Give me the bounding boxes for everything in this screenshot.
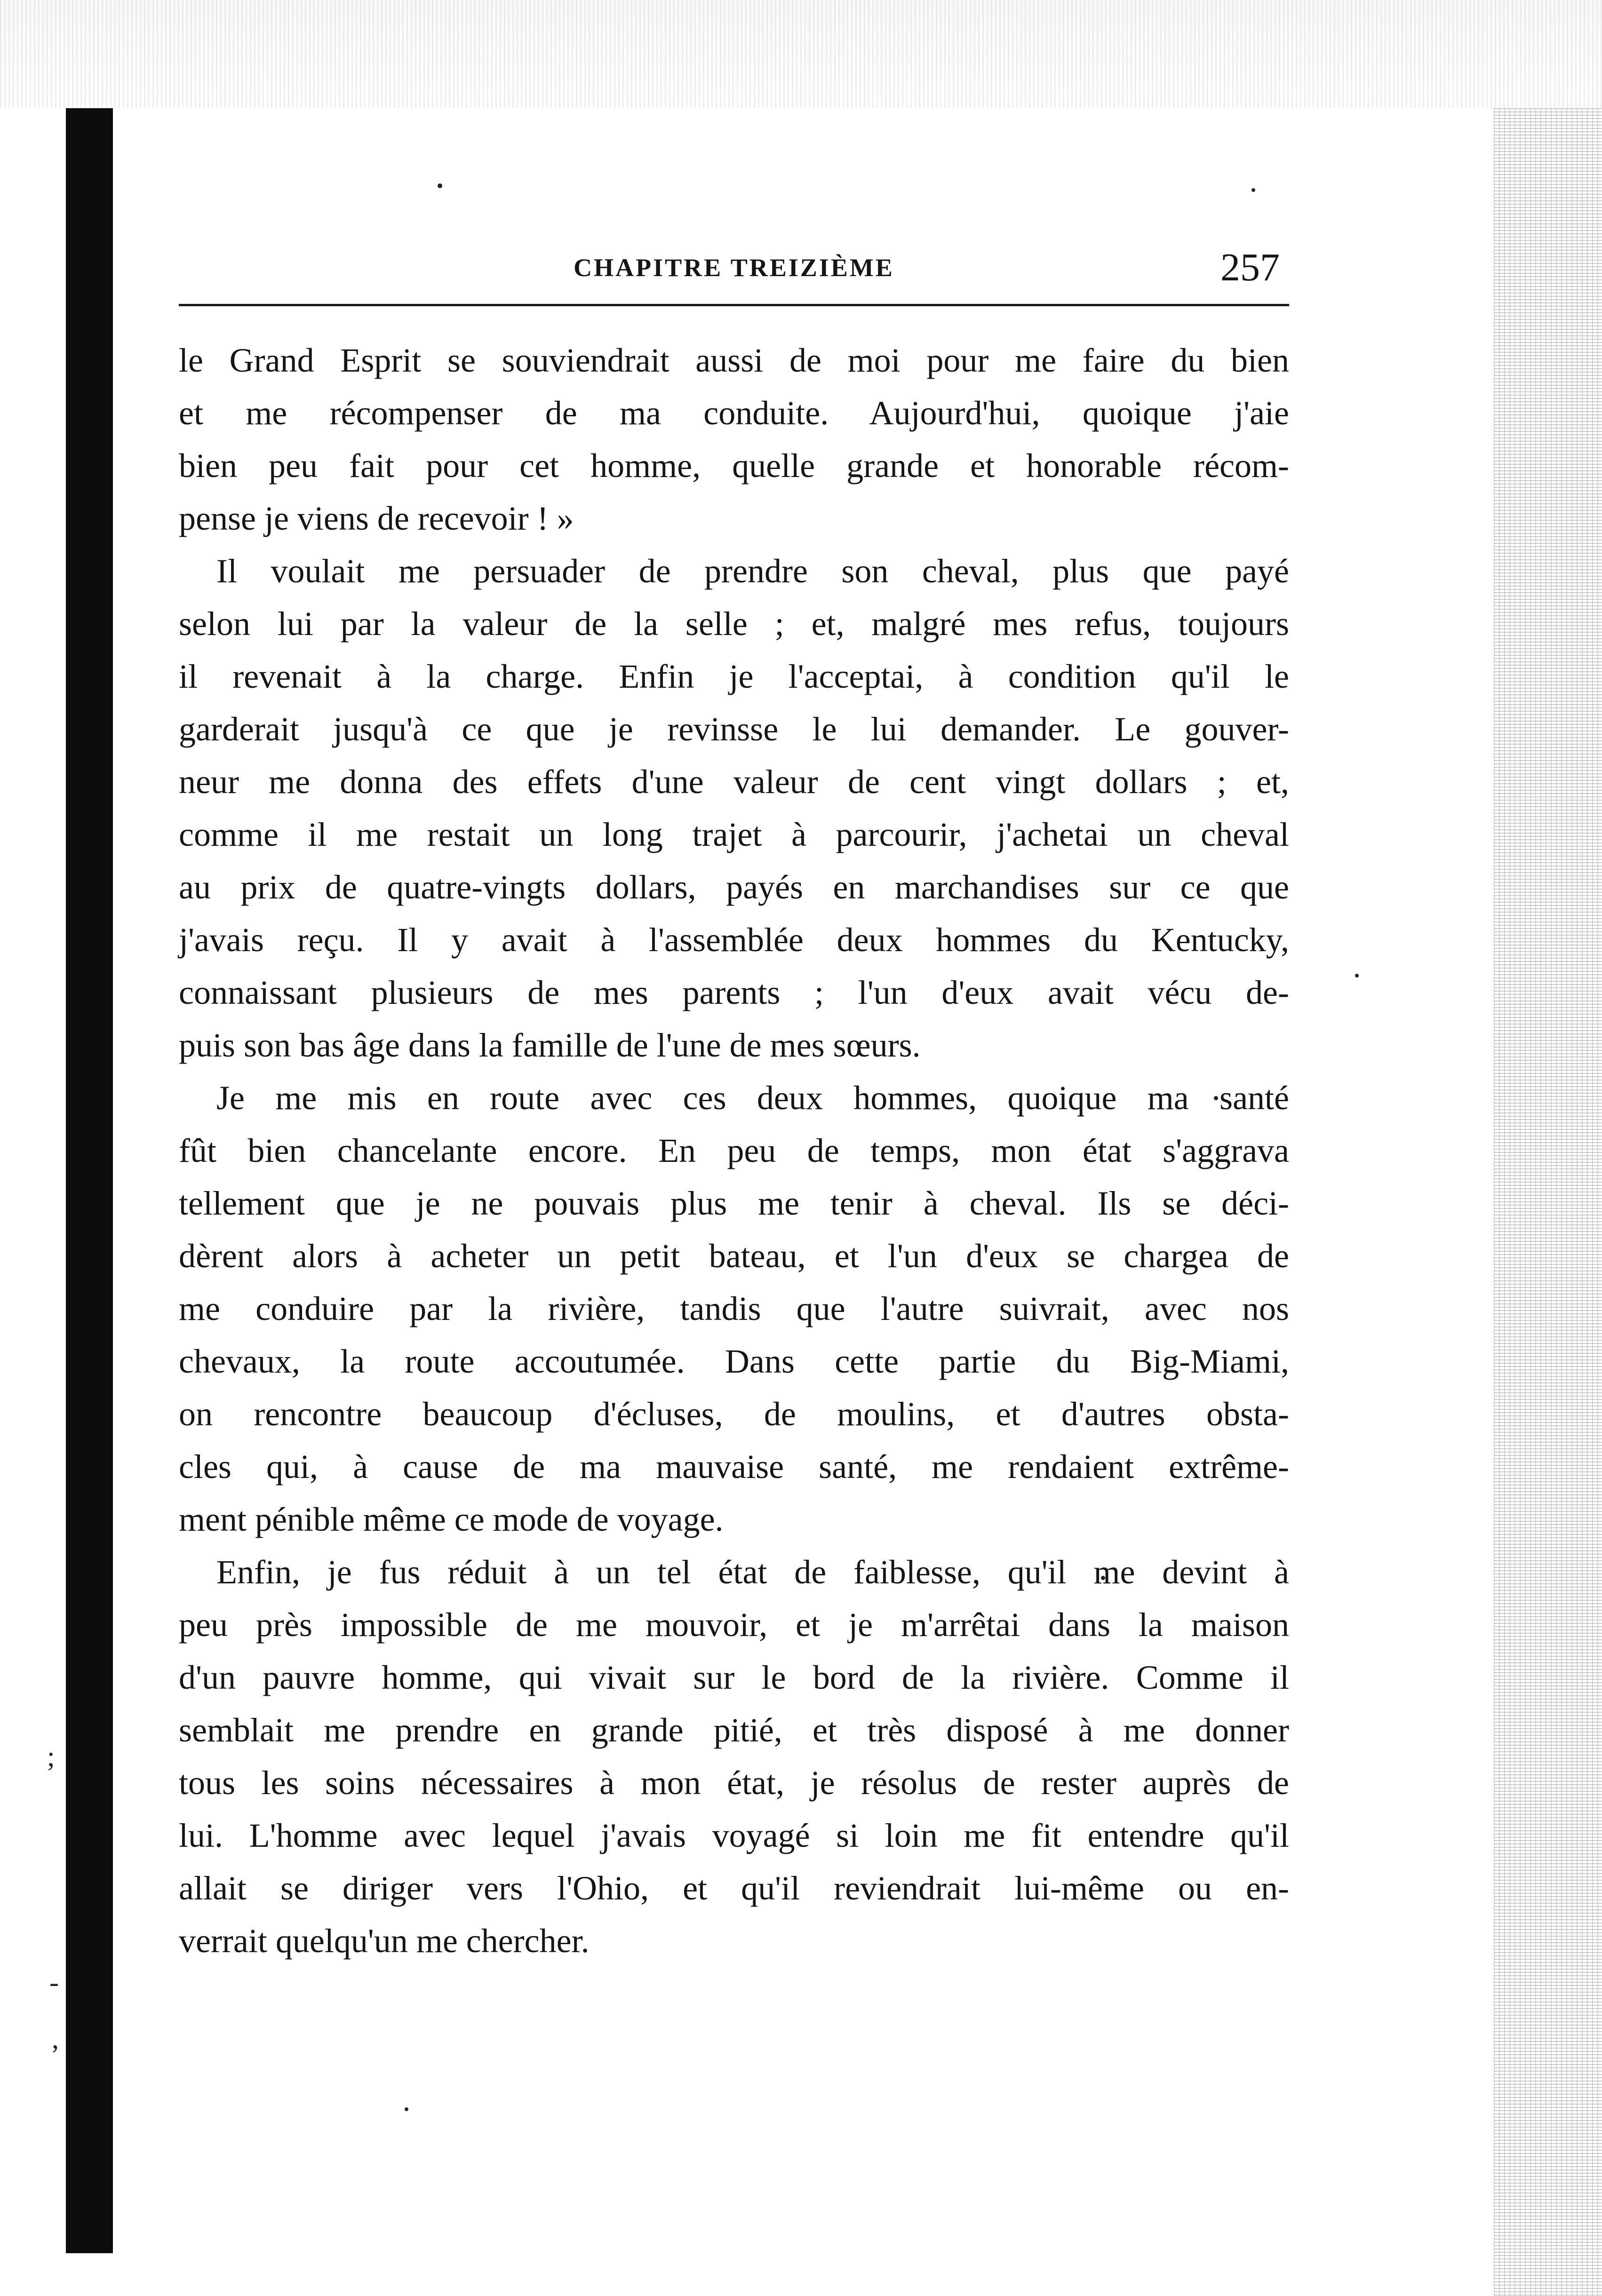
text-line: verrait quelqu'un me chercher. [179,1922,590,1960]
text-line: cles qui, à cause de ma mauvaise santé, me rendaient extrême- [179,1448,1289,1486]
text-line: j'avais reçu. Il y avait à l'assemblée deux hommes du Kentucky, [179,921,1289,959]
header-rule [179,304,1289,306]
binding-shadow [66,108,113,2253]
text-line: garderait jusqu'à ce que je revinsse le lui demander. Le gouver- [179,710,1289,748]
speck [405,2107,408,2111]
text-line: allait se diriger vers l'Ohio, et qu'il reviendrait lui-même ou en- [179,1869,1289,1907]
text-line: dèrent alors à acheter un petit bateau, et l'un d'eux se chargea de [179,1237,1289,1275]
page-number: 257 [1220,246,1280,289]
text-line: Enfin, je fus réduit à un tel état de faiblesse, qu'il me devint à [216,1553,1289,1591]
text-line: Je me mis en route avec ces deux hommes, quoique ma santé [216,1079,1289,1117]
margin-mark: - [49,1967,59,1998]
text-line: puis son bas âge dans la famille de l'une de mes sœurs. [179,1026,921,1064]
scan-top-noise [0,0,1602,108]
text-line: d'un pauvre homme, qui vivait sur le bord de la rivière. Comme il [179,1659,1289,1696]
text-line: peu près impossible de me mouvoir, et je m'arrêtai dans la maison [179,1606,1289,1644]
text-line: Il voulait me persuader de prendre son cheval, plus que payé [216,552,1289,590]
text-line: tellement que je ne pouvais plus me tenir à cheval. Ils se déci- [179,1184,1289,1222]
text-line: et me récompenser de ma conduite. Aujourd'hui, quoique j'aie [179,394,1289,432]
text-line: neur me donna des effets d'une valeur de cent vingt dollars ; et, [179,763,1289,801]
text-line: lui. L'homme avec lequel j'avais voyagé si loin me fit entendre qu'il [179,1817,1289,1854]
text-line: ment pénible même ce mode de voyage. [179,1501,724,1538]
text-line: on rencontre beaucoup d'écluses, de moulins, et d'autres obsta- [179,1395,1289,1433]
margin-mark: ; [47,1741,55,1772]
text-line: fût bien chancelante encore. En peu de temps, mon état s'aggrava [179,1132,1289,1169]
text-line: me conduire par la rivière, tandis que l'autre suivrait, avec nos [179,1290,1289,1327]
speck [1251,188,1255,192]
body-text [179,334,1289,1967]
text-line: pense je viens de recevoir ! » [179,500,574,537]
speck [438,183,442,188]
text-line: le Grand Esprit se souviendrait aussi de moi pour me faire du bien [179,342,1289,379]
text-line: selon lui par la valeur de la selle ; et, malgré mes refus, toujours [179,605,1289,643]
text-line: tous les soins nécessaires à mon état, je résolus de rester auprès de [179,1764,1289,1802]
text-line: bien peu fait pour cet homme, quelle grande et honorable récom- [179,447,1289,485]
text-line: au prix de quatre-vingts dollars, payés en marchandises sur ce que [179,868,1289,906]
speck [1355,974,1359,977]
text-line: chevaux, la route accoutumée. Dans cette partie du Big-Miami, [179,1343,1289,1380]
text-line: semblait me prendre en grande pitié, et très disposé à me donner [179,1711,1289,1749]
text-line: connaissant plusieurs de mes parents ; l'un d'eux avait vécu de- [179,974,1289,1011]
page-edge-noise [1494,108,1602,2296]
margin-mark: , [52,2023,59,2054]
text-line: il revenait à la charge. Enfin je l'acceptai, à condition qu'il le [179,658,1289,695]
running-head [179,245,1289,301]
running-title: CHAPITRE TREIZIÈME [574,254,894,282]
text-line: comme il me restait un long trajet à parcourir, j'achetai un cheval [179,816,1289,853]
